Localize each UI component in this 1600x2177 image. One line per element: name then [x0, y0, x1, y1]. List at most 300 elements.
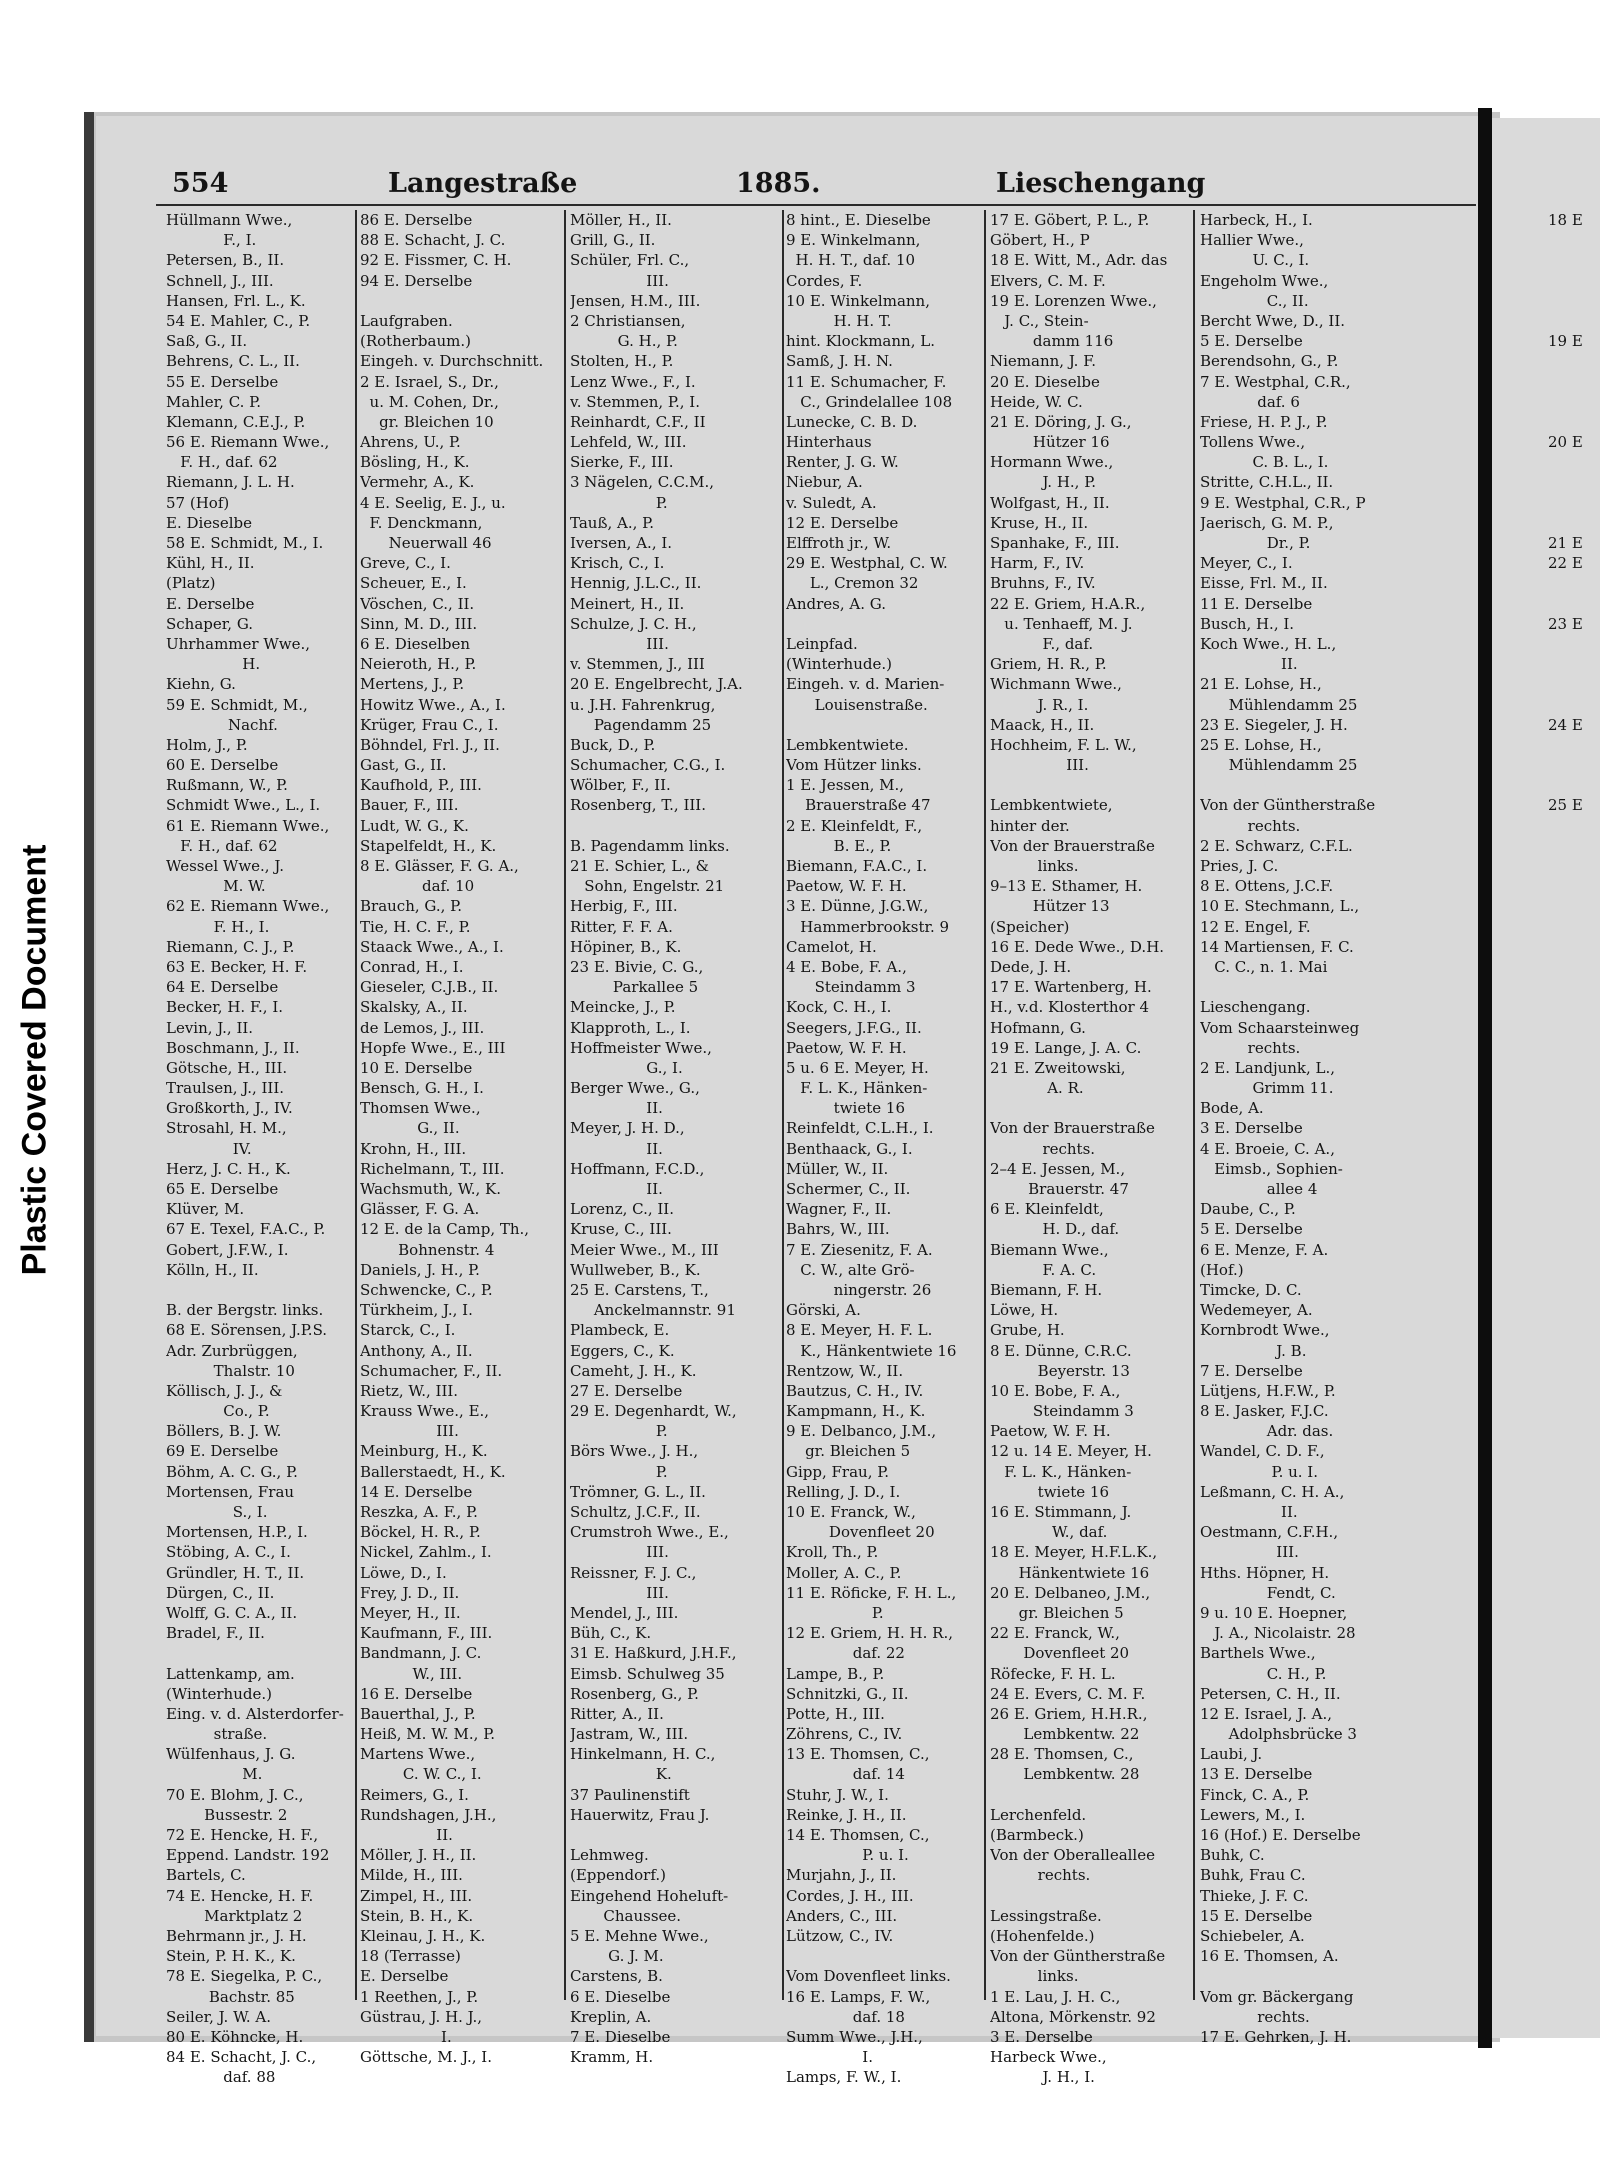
directory-entry-line: 25 E. Carstens, T., — [570, 1280, 709, 1299]
directory-entry-line: C. H., P. — [1200, 1664, 1327, 1683]
header-rule — [156, 204, 1476, 206]
directory-entry-line: Rußmann, W., P. — [166, 776, 288, 795]
directory-entry-line: I. — [786, 2048, 873, 2067]
column-divider-4 — [984, 210, 986, 2000]
directory-entry-line: K., Hänkentwiete 16 — [786, 1341, 957, 1360]
directory-entry-line: Mühlendamm 25 — [1200, 695, 1358, 714]
directory-entry-line: 8 E. Dünne, C.R.C. — [990, 1341, 1132, 1360]
directory-entry-line: Adolphsbrücke 3 — [1200, 1725, 1357, 1744]
directory-entry-line: Hansen, Frl. L., K. — [166, 291, 306, 310]
directory-entry-line: 7 E. Derselbe — [1200, 1361, 1303, 1380]
directory-entry-line: Anckelmannstr. 91 — [570, 1301, 736, 1320]
directory-entry-line: Lampe, B., P. — [786, 1664, 885, 1683]
directory-entry-line: Strosahl, H. M., — [166, 1119, 287, 1138]
directory-entry-line: 10 E. Stechmann, L., — [1200, 897, 1360, 916]
directory-entry-line: Pries, J. C. — [1200, 857, 1279, 875]
document-watermark-label — [0, 844, 70, 1276]
directory-entry-line: Wolff, G. C. A., II. — [166, 1603, 298, 1622]
directory-entry-line: Holm, J., P. — [166, 735, 248, 754]
directory-entry-line: Kleinau, J. H., K. — [360, 1926, 486, 1945]
directory-entry-line: J. H., I. — [990, 2068, 1095, 2087]
directory-entry-line: II. — [360, 1826, 453, 1844]
directory-entry-line: Petersen, C. H., II. — [1200, 1684, 1341, 1703]
directory-entry-line: Spanhake, F., III. — [990, 534, 1120, 552]
directory-entry-line: Ballerstaedt, H., K. — [360, 1462, 506, 1481]
directory-entry-line: daf. 18 — [786, 2007, 905, 2026]
directory-entry-line: 60 E. Derselbe — [166, 756, 279, 775]
directory-entry-line: Lessingstraße. — [990, 1906, 1102, 1925]
directory-entry-line — [1200, 977, 1400, 997]
directory-entry-line: Summ Wwe., J.H., — [786, 2027, 923, 2046]
directory-entry-line: links. — [990, 1967, 1079, 1986]
directory-entry-line: Von der Brauerstraße — [990, 1119, 1155, 1138]
directory-entry-line: Mühlendamm 25 — [1200, 756, 1358, 775]
directory-entry-line: Bautzus, C. H., IV. — [786, 1381, 924, 1400]
directory-entry-line: 26 E. Griem, H.H.R., — [990, 1704, 1148, 1723]
directory-entry-line: Timcke, D. C. — [1200, 1280, 1302, 1299]
directory-entry-line: allee 4 — [1200, 1180, 1318, 1198]
directory-entry-line: Koch Wwe., H. L., — [1200, 634, 1337, 653]
directory-entry-line: Uhrhammer Wwe., — [166, 634, 311, 653]
directory-entry-line: 11 E. Schumacher, F. — [786, 372, 947, 391]
directory-entry-line: Schwencke, C., P. — [360, 1280, 493, 1299]
directory-entry-line: Jastram, W., III. — [570, 1725, 689, 1744]
directory-entry-line: Becker, H. F., I. — [166, 998, 284, 1017]
directory-entry-line: (Platz) — [166, 574, 216, 593]
directory-entry-line: Lembkentw. 22 — [990, 1725, 1140, 1744]
facing-page-fragment — [1548, 372, 1583, 392]
directory-entry-line: 67 E. Texel, F.A.C., P. — [166, 1220, 326, 1239]
directory-entry-line: S., I. — [166, 1503, 268, 1521]
directory-entry-line: Hths. Höpner, H. — [1200, 1563, 1330, 1582]
directory-entry-line: Bandmann, J. C. — [360, 1644, 482, 1663]
directory-entry-line: Lützow, C., IV. — [786, 1926, 894, 1945]
directory-entry-line: Kiehn, G. — [166, 675, 236, 694]
directory-entry-line: Tie, H. C. F., P. — [360, 917, 471, 936]
directory-entry-line: 27 E. Derselbe — [570, 1381, 683, 1400]
directory-entry-line: Stuhr, J. W., I. — [786, 1785, 889, 1804]
directory-entry-line: Leinpfad. — [786, 634, 858, 653]
directory-entry-line: Brauerstr. 47 — [990, 1180, 1129, 1198]
directory-entry-line: Schüler, Frl. C., — [570, 251, 690, 270]
directory-entry-line: Wedemeyer, A. — [1200, 1301, 1313, 1320]
directory-entry-line: 29 E. Westphal, C. W. — [786, 554, 948, 573]
directory-entry-line: F. L. K., Hänken- — [786, 1079, 928, 1098]
facing-page-fragment: 19 E — [1548, 332, 1583, 351]
directory-entry-line: Eingeh. v. d. Marien- — [786, 675, 945, 694]
directory-entry-line: III. — [570, 1583, 669, 1602]
directory-entry-line: Göbert, H., P — [990, 231, 1090, 250]
facing-page-fragment — [1548, 493, 1583, 513]
facing-page-fragment — [1548, 573, 1583, 593]
directory-entry-line: v. Stemmen, J., III — [570, 655, 705, 674]
directory-entry-line: Lorenz, C., II. — [570, 1200, 675, 1219]
directory-entry-line: Reimers, G., I. — [360, 1785, 469, 1804]
directory-entry-line: 17 E. Wartenberg, H. — [990, 978, 1152, 997]
directory-entry-line: Zöhrens, C., IV. — [786, 1725, 903, 1744]
column-divider-2 — [564, 210, 566, 2000]
directory-entry-line: Bachstr. 85 — [166, 1987, 295, 2006]
directory-entry-line: Richelmann, T., III. — [360, 1159, 505, 1178]
directory-entry-line: Kaufmann, F., III. — [360, 1624, 493, 1643]
directory-entry-line: 5 E. Derselbe — [1200, 1220, 1303, 1239]
directory-entry-line: Marktplatz 2 — [166, 1906, 303, 1925]
directory-entry-line: Kornbrodt Wwe., — [1200, 1321, 1330, 1340]
directory-entry-line: gr. Bleichen 5 — [990, 1603, 1124, 1622]
directory-entry-line: 20 E. Dieselbe — [990, 372, 1100, 391]
directory-entry-line: 10 E. Franck, W., — [786, 1503, 916, 1521]
directory-entry-line: Busch, H., I. — [1200, 614, 1295, 633]
directory-entry-line: (Winterhude.) — [166, 1684, 272, 1703]
directory-entry-line: Andres, A. G. — [786, 594, 886, 613]
directory-entry-line: Leßmann, C. H. A., — [1200, 1482, 1345, 1501]
directory-entry-line: Reszka, A. F., P. — [360, 1503, 478, 1521]
directory-entry-line: Kreplin, A. — [570, 2007, 652, 2026]
directory-entry-line: Lembkentwiete, — [990, 796, 1113, 815]
directory-entry-line: Lehmweg. — [570, 1846, 649, 1865]
directory-entry-line: Gobert, J.F.W., I. — [166, 1240, 289, 1259]
directory-entry-line: F. L. K., Hänken- — [990, 1462, 1132, 1481]
directory-entry-line: 72 E. Hencke, H. F., — [166, 1826, 319, 1844]
directory-entry-line: Anders, C., III. — [786, 1906, 898, 1925]
directory-entry-line: Lattenkamp, am. — [166, 1664, 295, 1683]
directory-entry-line: damm 116 — [990, 332, 1114, 351]
directory-entry-line: Vom Hützer links. — [786, 756, 922, 775]
directory-entry-line: 16 (Hof.) E. Derselbe — [1200, 1826, 1361, 1844]
directory-entry-line: Lembkentwiete. — [786, 735, 909, 754]
directory-entry-line: Daube, C., P. — [1200, 1200, 1296, 1219]
directory-entry-line — [166, 1280, 350, 1300]
directory-entry-line: 4 E. Bobe, F. A., — [786, 957, 907, 976]
directory-entry-line: E. Derselbe — [166, 594, 255, 613]
directory-entry-line: Wessel Wwe., J. — [166, 857, 284, 875]
book-spine — [1478, 108, 1492, 2048]
directory-entry-line: straße. — [166, 1725, 268, 1744]
directory-entry-line: Buck, D., P. — [570, 735, 656, 754]
directory-entry-line: Vom Dovenfleet links. — [786, 1967, 951, 1986]
directory-entry-line: H. — [166, 655, 261, 674]
directory-entry-line: daf. 14 — [786, 1765, 905, 1784]
directory-entry-line: Kramm, H. — [570, 2048, 654, 2067]
directory-entry-line: 21 E. Lohse, H., — [1200, 675, 1322, 694]
directory-entry-line: Rentzow, W., II. — [786, 1361, 904, 1380]
directory-entry-line: 3 E. Derselbe — [990, 2027, 1093, 2046]
directory-entry-line: Hüllmann Wwe., — [166, 211, 293, 229]
directory-entry-line: Finck, C. A., P. — [1200, 1785, 1310, 1804]
directory-entry-line: 74 E. Hencke, H. F. — [166, 1886, 314, 1905]
directory-entry-line: 2 E. Israel, S., Dr., — [360, 372, 499, 391]
directory-entry-line: Vöschen, C., II. — [360, 594, 475, 613]
directory-column-5 — [990, 210, 1190, 2087]
directory-entry-line: Löwe, D., I. — [360, 1563, 447, 1582]
facing-page-fragment — [1548, 634, 1583, 654]
directory-entry-line: B. der Bergstr. links. — [166, 1301, 324, 1320]
facing-page-fragment — [1548, 513, 1583, 533]
directory-entry-line: 1 Reethen, J., P. — [360, 1987, 479, 2006]
directory-entry-line: 63 E. Becker, H. F. — [166, 957, 308, 976]
directory-entry-line: 8 E. Glässer, F. G. A., — [360, 857, 519, 875]
directory-entry-line: 5 E. Derselbe — [1200, 332, 1303, 351]
directory-entry-line: Schumacher, F., II. — [360, 1361, 503, 1380]
directory-entry-line: rechts. — [1200, 816, 1301, 835]
directory-entry-line: Göttsche, M. J., I. — [360, 2048, 492, 2067]
sidebar-label-text: Plastic Covered Document — [15, 844, 54, 1276]
directory-entry-line: Röfecke, F. H. L. — [990, 1664, 1116, 1683]
directory-entry-line: 61 E. Riemann Wwe., — [166, 816, 330, 835]
directory-entry-line: 80 E. Köhncke, H. — [166, 2027, 304, 2046]
directory-entry-line: Hänkentwiete 16 — [990, 1563, 1150, 1582]
directory-entry-line: (Speicher) — [990, 917, 1070, 936]
directory-entry-line: P. — [570, 1462, 668, 1481]
directory-entry-line: Reinfeldt, C.L.H., I. — [786, 1119, 934, 1138]
directory-entry-line: Reissner, F. J. C., — [570, 1563, 697, 1582]
directory-entry-line: Paetow, W. F. H. — [786, 1038, 907, 1057]
directory-entry-line: II. — [1200, 655, 1298, 674]
directory-entry-line: 7 E. Dieselbe — [570, 2027, 671, 2046]
directory-entry-line: Kruse, H., II. — [990, 513, 1089, 532]
directory-entry-line: 92 E. Fissmer, C. H. — [360, 251, 512, 270]
directory-entry-line: Cordes, F. — [786, 271, 863, 290]
directory-entry-line: Gründler, H. T., II. — [166, 1563, 305, 1582]
directory-entry-line: IV. — [166, 1139, 252, 1158]
directory-entry-line: Eing. v. d. Alsterdorfer- — [166, 1704, 344, 1723]
facing-page-fragments — [1548, 210, 1583, 816]
directory-entry-line: Meinert, H., II. — [570, 594, 685, 613]
directory-entry-line: Tollens Wwe., — [1200, 433, 1306, 452]
directory-entry-line: Chaussee. — [570, 1906, 682, 1925]
directory-entry-line: gr. Bleichen 10 — [360, 412, 494, 431]
directory-entry-line: Nachf. — [166, 715, 278, 734]
directory-entry-line: 17 E. Gehrken, J. H. — [1200, 2027, 1352, 2046]
directory-entry-line: Lunecke, C. B. D. — [786, 412, 918, 431]
directory-entry-line: Stapelfeldt, H., K. — [360, 836, 497, 855]
directory-entry-line: Cordes, J. H., III. — [786, 1886, 914, 1905]
directory-entry-line: Krohn, H., III. — [360, 1139, 467, 1158]
directory-entry-line: 10 E. Derselbe — [360, 1058, 473, 1077]
directory-column-3 — [570, 210, 780, 2067]
facing-page-fragment — [1548, 311, 1583, 331]
directory-entry-line: F., daf. — [990, 634, 1094, 653]
directory-entry-line: Benthaack, G., I. — [786, 1139, 913, 1158]
directory-entry-line: (Hof.) — [1200, 1260, 1244, 1279]
directory-entry-line: Schulze, J. C. H., — [570, 614, 697, 633]
directory-entry-line: Buhk, C. — [1200, 1846, 1265, 1865]
directory-entry-line: 16 E. Derselbe — [360, 1684, 473, 1703]
directory-entry-line: Saß, G., II. — [166, 332, 248, 351]
directory-entry-line: Lembkentw. 28 — [990, 1765, 1140, 1784]
directory-entry-line: Stolten, H., P. — [570, 352, 674, 371]
directory-entry-line: Camelot, H. — [786, 937, 877, 956]
directory-entry-line: Höpiner, B., K. — [570, 937, 682, 956]
facing-page-fragment — [1548, 755, 1583, 775]
directory-entry-line: Wülfenhaus, J. G. — [166, 1745, 296, 1764]
directory-entry-line: Stritte, C.H.L., II. — [1200, 473, 1334, 492]
directory-entry-line: C., II. — [1200, 291, 1309, 310]
directory-entry-line: Daniels, J. H., P. — [360, 1260, 480, 1279]
directory-entry-line: Bensch, G. H., I. — [360, 1079, 484, 1098]
directory-entry-line: 70 E. Blohm, J. C., — [166, 1785, 304, 1804]
left-street-heading: Langestraße — [388, 168, 578, 199]
directory-entry-line: Kaufhold, P., III. — [360, 776, 482, 795]
directory-entry-line: Hammerbrookstr. 9 — [786, 917, 950, 936]
directory-entry-line: Hallier Wwe., — [1200, 231, 1304, 250]
directory-entry-line: Eimsb. Schulweg 35 — [570, 1664, 725, 1683]
directory-entry-line: F. A. C. — [990, 1260, 1097, 1279]
directory-entry-line: Grube, H. — [990, 1321, 1065, 1340]
directory-entry-line — [990, 1098, 1190, 1118]
directory-entry-line: Plambeck, E. — [570, 1321, 670, 1340]
directory-entry-line: Löwe, H. — [990, 1301, 1059, 1320]
directory-entry-line: M. W. — [166, 877, 266, 896]
facing-page-fragment — [1548, 654, 1583, 674]
directory-entry-line: Jensen, H.M., III. — [570, 291, 701, 310]
column-divider-5 — [1193, 210, 1195, 2000]
directory-entry-line: 11 E. Derselbe — [1200, 594, 1313, 613]
directory-entry-line: Renter, J. G. W. — [786, 453, 899, 472]
directory-entry-line: 3 E. Derselbe — [1200, 1119, 1303, 1138]
facing-page-fragment — [1548, 594, 1583, 614]
directory-entry-line: Klüver, M. — [166, 1200, 245, 1219]
directory-entry-line: Harbeck, H., I. — [1200, 211, 1313, 229]
directory-entry-line: Lewers, M., I. — [1200, 1805, 1306, 1824]
directory-entry-line: Meyer, J. H. D., — [570, 1119, 685, 1138]
directory-entry-line: 12 E. Derselbe — [786, 513, 899, 532]
directory-entry-line: daf. 88 — [166, 2068, 276, 2087]
directory-entry-line: Sierke, F., III. — [570, 453, 674, 472]
directory-entry-line: Lütjens, H.F.W., P. — [1200, 1381, 1336, 1400]
directory-entry-line: Vom Schaarsteinweg — [1200, 1018, 1360, 1037]
directory-entry-line: (Barmbeck.) — [990, 1826, 1084, 1844]
facing-page-fragment — [1548, 412, 1583, 432]
directory-entry-line: 68 E. Sörensen, J.P.S. — [166, 1321, 328, 1340]
directory-entry-line: Starck, C., I. — [360, 1321, 456, 1340]
directory-entry-line: 6 E. Dieselben — [360, 634, 471, 653]
directory-entry-line: Von der Oberalleallee — [990, 1846, 1155, 1865]
facing-page-fragment — [1548, 271, 1583, 291]
directory-entry-line: 57 (Hof) — [166, 493, 230, 512]
directory-entry-line: Carstens, B. — [570, 1967, 663, 1986]
directory-entry-line: 12 E. Israel, J. A., — [1200, 1704, 1333, 1723]
directory-entry-line: 24 E. Evers, C. M. F. — [990, 1684, 1146, 1703]
directory-entry-line: 56 E. Riemann Wwe., — [166, 433, 330, 452]
directory-entry-line: Rietz, W., III. — [360, 1381, 459, 1400]
directory-entry-line: gr. Bleichen 5 — [786, 1442, 911, 1461]
directory-entry-line: Ritter, A., II. — [570, 1704, 664, 1723]
directory-entry-line: H., v.d. Klosterthor 4 — [990, 998, 1149, 1017]
directory-entry-line: Böllers, B. J. W. — [166, 1422, 282, 1441]
directory-entry-line: Thomsen Wwe., — [360, 1099, 481, 1118]
directory-entry-line: Biemann, F. H. — [990, 1280, 1103, 1299]
facing-page-fragment: 20 E — [1548, 433, 1583, 452]
directory-entry-line: 8 E. Jasker, F.J.C. — [1200, 1402, 1329, 1421]
directory-entry-line: G., I. — [570, 1058, 683, 1077]
directory-entry-line: Dürgen, C., II. — [166, 1583, 275, 1602]
directory-entry-line: H. D., daf. — [990, 1220, 1120, 1239]
directory-entry-line: Sohn, Engelstr. 21 — [570, 877, 725, 896]
directory-entry-line: 86 E. Derselbe — [360, 211, 473, 229]
directory-entry-line: Meincke, J., P. — [570, 998, 676, 1017]
directory-entry-line: Riemann, C. J., P. — [166, 937, 295, 956]
directory-entry-line: 2 Christiansen, — [570, 311, 686, 330]
directory-entry-line: Boschmann, J., II. — [166, 1038, 300, 1057]
directory-entry-line: 19 E. Lorenzen Wwe., — [990, 291, 1157, 310]
directory-entry-line: C., Grindelallee 108 — [786, 392, 953, 411]
directory-entry-line: F. H., daf. 62 — [166, 836, 278, 855]
directory-entry-line: rechts. — [990, 1139, 1096, 1158]
directory-entry-line: 65 E. Derselbe — [166, 1180, 279, 1198]
directory-entry-line: Niebur, A. — [786, 473, 863, 492]
directory-entry-line: 9 E. Winkelmann, — [786, 231, 921, 250]
directory-entry-line: links. — [990, 857, 1079, 875]
directory-entry-line — [786, 1946, 982, 1966]
directory-entry-line: Staack Wwe., A., I. — [360, 937, 504, 956]
directory-entry-line: Herbig, F., III. — [570, 897, 678, 916]
directory-entry-line: Adr. Zurbrüggen, — [166, 1341, 298, 1360]
directory-entry-line: Hoffmeister Wwe., — [570, 1038, 712, 1057]
directory-entry-line: 20 E. Engelbrecht, J.A. — [570, 675, 743, 694]
directory-entry-line: Reinhardt, C.F., II — [570, 412, 706, 431]
directory-entry-line: twiete 16 — [990, 1482, 1109, 1501]
directory-entry-line: Heide, W. C. — [990, 392, 1083, 411]
directory-entry-line: Cameht, J. H., K. — [570, 1361, 697, 1380]
directory-entry-line: Nickel, Zahlm., I. — [360, 1543, 492, 1562]
directory-entry-line: 16 E. Stimmann, J. — [990, 1503, 1132, 1521]
directory-entry-line: Kühl, H., II. — [166, 554, 255, 573]
directory-entry-line: Elvers, C. M. F. — [990, 271, 1106, 290]
directory-entry-line: Gieseler, C.J.B., II. — [360, 978, 499, 997]
directory-entry-line: Von der Güntherstraße — [990, 1947, 1166, 1966]
directory-entry-line: Hofmann, G. — [990, 1018, 1086, 1037]
directory-entry-line: 18 (Terrasse) — [360, 1947, 461, 1966]
directory-entry-line: 14 E. Derselbe — [360, 1482, 473, 1501]
directory-entry-line: Samß, J. H. N. — [786, 352, 893, 371]
directory-column-6 — [1200, 210, 1400, 2047]
directory-entry-line: C. W. C., I. — [360, 1765, 482, 1784]
directory-entry-line: 6 E. Menze, F. A. — [1200, 1240, 1329, 1259]
directory-entry-line: Levin, J., II. — [166, 1018, 254, 1037]
directory-entry-line: Von der Brauerstraße — [990, 836, 1155, 855]
directory-entry-line: Lerchenfeld. — [990, 1805, 1087, 1824]
directory-entry-line: (Eppendorf.) — [570, 1866, 666, 1885]
directory-entry-line: twiete 16 — [786, 1099, 905, 1118]
directory-entry-line: F. H., daf. 62 — [166, 453, 278, 472]
directory-entry-line: G. H., P. — [570, 332, 678, 351]
directory-entry-line: Hinkelmann, H. C., — [570, 1745, 716, 1764]
directory-entry-line: Berendsohn, G., P. — [1200, 352, 1339, 371]
directory-entry-line: u. J.H. Fahrenkrug, — [570, 695, 716, 714]
directory-entry-line: Crumstroh Wwe., E., — [570, 1523, 729, 1542]
directory-entry-line: II. — [1200, 1503, 1298, 1521]
directory-entry-line: 13 E. Thomsen, C., — [786, 1745, 930, 1764]
directory-entry-line: Thieke, J. F. C. — [1200, 1886, 1309, 1905]
directory-entry-line: Greve, C., I. — [360, 554, 451, 573]
directory-entry-line: Görski, A. — [786, 1301, 861, 1320]
directory-entry-line: Meinburg, H., K. — [360, 1442, 488, 1461]
directory-entry-line: III. — [1200, 1543, 1299, 1562]
directory-entry-line: Buhk, Frau C. — [1200, 1866, 1306, 1885]
directory-entry-line: Lehfeld, W., III. — [570, 433, 687, 452]
directory-entry-line: Rosenberg, G., P. — [570, 1684, 699, 1703]
directory-entry-line: Kruse, C., III. — [570, 1220, 672, 1239]
directory-entry-line: Großkorth, J., IV. — [166, 1099, 293, 1118]
directory-entry-line: H. H. T., daf. 10 — [786, 251, 916, 270]
facing-page-fragment — [1548, 775, 1583, 795]
directory-entry-line: 37 Paulinenstift — [570, 1785, 690, 1804]
directory-entry-line: 28 E. Thomsen, C., — [990, 1745, 1134, 1764]
directory-entry-line: A. R. — [990, 1079, 1084, 1098]
directory-entry-line: C. W., alte Grö- — [786, 1260, 915, 1279]
directory-entry-line: Bahrs, W., III. — [786, 1220, 890, 1239]
